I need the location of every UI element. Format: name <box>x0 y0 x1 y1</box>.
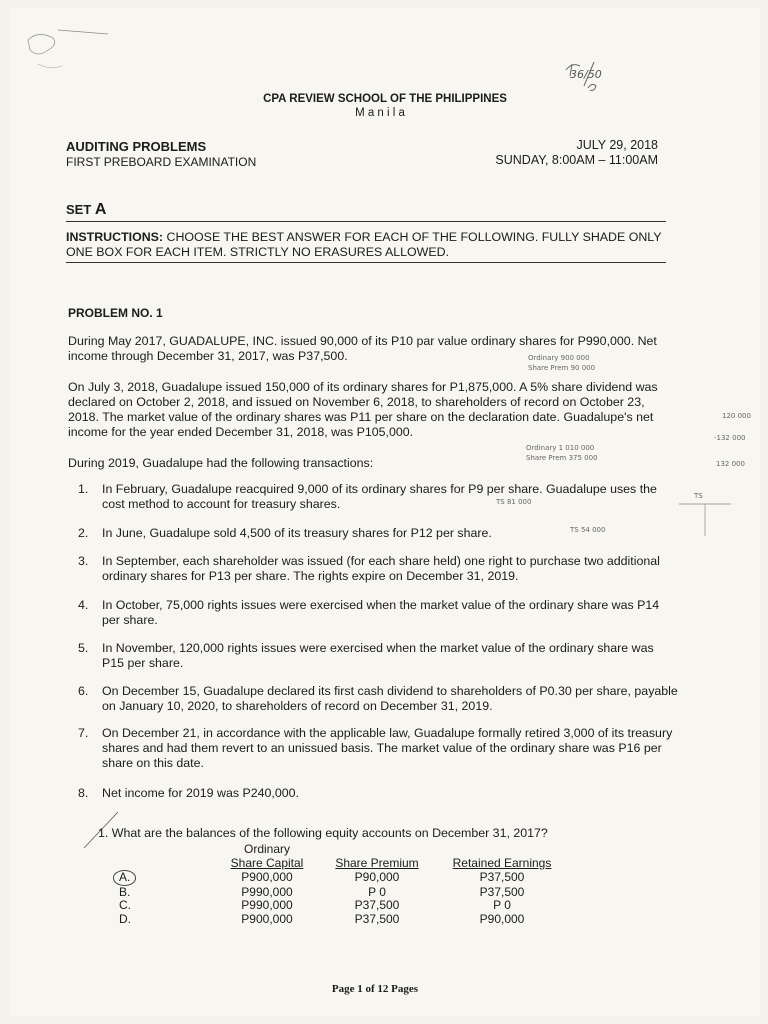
question-number: 1. <box>98 826 109 840</box>
transaction-number: 1. <box>78 482 89 496</box>
choice-value: P37,500 <box>354 911 400 926</box>
choice-row[interactable] <box>110 899 567 913</box>
choice-letter[interactable]: D. <box>119 911 131 926</box>
column-header-share-premium: Share Premium <box>335 855 419 870</box>
column-header-retained-earnings: Retained Earnings <box>452 855 552 870</box>
column-header-share-capital: Share Capital <box>230 855 304 870</box>
transaction-text: In November, 120,000 rights issues were exercised when the market value of the ordinary share was P15 per share. <box>102 641 654 670</box>
exam-time: SUNDAY, 8:00AM – 11:00AM <box>495 153 658 167</box>
problem-para-1: During May 2017, GUADALUPE, INC. issued 90,000 of its P10 par value ordinary shares for P990,000. Net income through December 31, 2017, was P37,500. <box>68 334 657 363</box>
margin-note: TS 54 000 <box>570 526 606 534</box>
choice-row[interactable] <box>110 886 567 900</box>
question-text: What are the balances of the following equity accounts on December 31, 2017? <box>111 826 548 840</box>
instructions <box>66 230 666 260</box>
transaction-number: 6. <box>78 684 89 698</box>
transaction-text: Net income for 2019 was P240,000. <box>102 786 299 800</box>
transaction-number: 2. <box>78 526 89 540</box>
school-name: CPA REVIEW SCHOOL OF THE PHILIPPINES <box>263 93 507 105</box>
choice-value: P90,000 <box>479 911 525 926</box>
margin-note: 132 000 <box>716 460 745 468</box>
margin-note: Ordinary 1 010 000 <box>526 444 595 452</box>
transaction-text: In September, each shareholder was issued (for each share held) one right to purchase two additional ordinary shares for P13 per share. The rights expire on December 31, 2019. <box>102 554 660 583</box>
margin-note: -132 000 <box>714 434 746 442</box>
transaction-number: 5. <box>78 641 89 655</box>
margin-note: Ordinary 900 000 <box>528 354 590 362</box>
choice-value: P 0 <box>493 898 511 912</box>
transaction-number: 7. <box>78 726 89 740</box>
choice-letter[interactable]: B. <box>119 884 131 899</box>
subject-title: AUDITING PROBLEMS <box>66 139 207 154</box>
problem-para-3: During 2019, Guadalupe had the following transactions: <box>68 456 374 470</box>
instructions-text: CHOOSE THE BEST ANSWER FOR EACH OF THE FOLLOWING. FULLY SHADE ONLY ONE BOX FOR EACH ITEM. STRICTLY NO ERASURES ALLOWED. <box>66 230 662 259</box>
transaction-number: 4. <box>78 598 89 612</box>
corner-scribble-icon <box>18 20 128 80</box>
column-header-top: Ordinary <box>243 842 290 856</box>
choice-value: P900,000 <box>241 870 293 884</box>
choice-value: P37,500 <box>479 870 525 884</box>
problem-title: PROBLEM NO. 1 <box>68 306 163 320</box>
question-1 <box>98 826 658 841</box>
exam-date: JULY 29, 2018 <box>576 138 658 152</box>
margin-note: 120 000 <box>722 412 751 420</box>
choice-value: P90,000 <box>354 870 400 884</box>
choice-row[interactable] <box>110 913 567 927</box>
transaction-text: In February, Guadalupe reacquired 9,000 of its ordinary shares for P9 per share. Guadalupe uses the cost method to account for treasury shares. <box>102 482 657 511</box>
exam-sheet <box>10 8 760 1016</box>
choice-value: P990,000 <box>241 884 293 899</box>
transaction-number: 8. <box>78 786 89 800</box>
school-city: M a n i l a <box>355 107 405 119</box>
exam-name: FIRST PREBOARD EXAMINATION <box>66 155 257 169</box>
transaction-text: In October, 75,000 rights issues were exercised when the market value of the ordinary share was P14 per share. <box>102 598 660 627</box>
choice-row[interactable] <box>110 870 567 886</box>
transaction-number: 3. <box>78 554 89 568</box>
choice-value: P990,000 <box>241 898 293 912</box>
transaction-text: On December 21, in accordance with the applicable law, Guadalupe formally retired 3,000 of its treasury shares and had them revert to an unissued basis. The market value of the ordinary share was P16 per share on this date. <box>102 726 673 770</box>
answer-choices-table <box>110 843 567 926</box>
transaction-text: In June, Guadalupe sold 4,500 of its treasury shares for P12 per share. <box>102 526 492 540</box>
t-account-sketch-icon <box>675 490 735 540</box>
choice-value: P37,500 <box>479 884 525 899</box>
problem-para-2: On July 3, 2018, Guadalupe issued 150,000 of its ordinary shares for P1,875,000. A 5% share dividend was declared on October 2, 2018, and issued on November 6, 2018, to shareholders of record on October 23, 2018. The market value of the ordinary shares was P11 per share on the declaration date. Guadalupe's net income for the year ended December 31, 2018, was P105,000. <box>68 380 658 439</box>
set-letter: A <box>94 201 107 218</box>
divider-top <box>66 221 666 222</box>
margin-note: TS 81 000 <box>496 498 532 506</box>
instructions-label: INSTRUCTIONS: <box>66 230 164 244</box>
choice-value: P900,000 <box>241 911 293 926</box>
margin-note: Share Prem 375 000 <box>526 454 598 462</box>
choice-value: P37,500 <box>354 898 400 912</box>
choice-letter[interactable]: A. <box>113 870 136 886</box>
divider-bottom <box>66 262 666 263</box>
transaction-text: On December 15, Guadalupe declared its first cash dividend to shareholders of P0.30 per share, payable on January 10, 2020, to shareholders of record on December 31, 2019. <box>102 684 678 713</box>
set-heading <box>66 201 106 219</box>
margin-note: Share Prem 90 000 <box>528 364 596 372</box>
page-footer: Page 1 of 12 Pages <box>331 983 419 995</box>
set-label: SET <box>66 202 95 217</box>
choice-letter[interactable]: C. <box>119 898 131 912</box>
score-note: 36/50 <box>570 68 602 81</box>
margin-note: TS <box>694 492 703 500</box>
choice-value: P 0 <box>368 884 386 899</box>
